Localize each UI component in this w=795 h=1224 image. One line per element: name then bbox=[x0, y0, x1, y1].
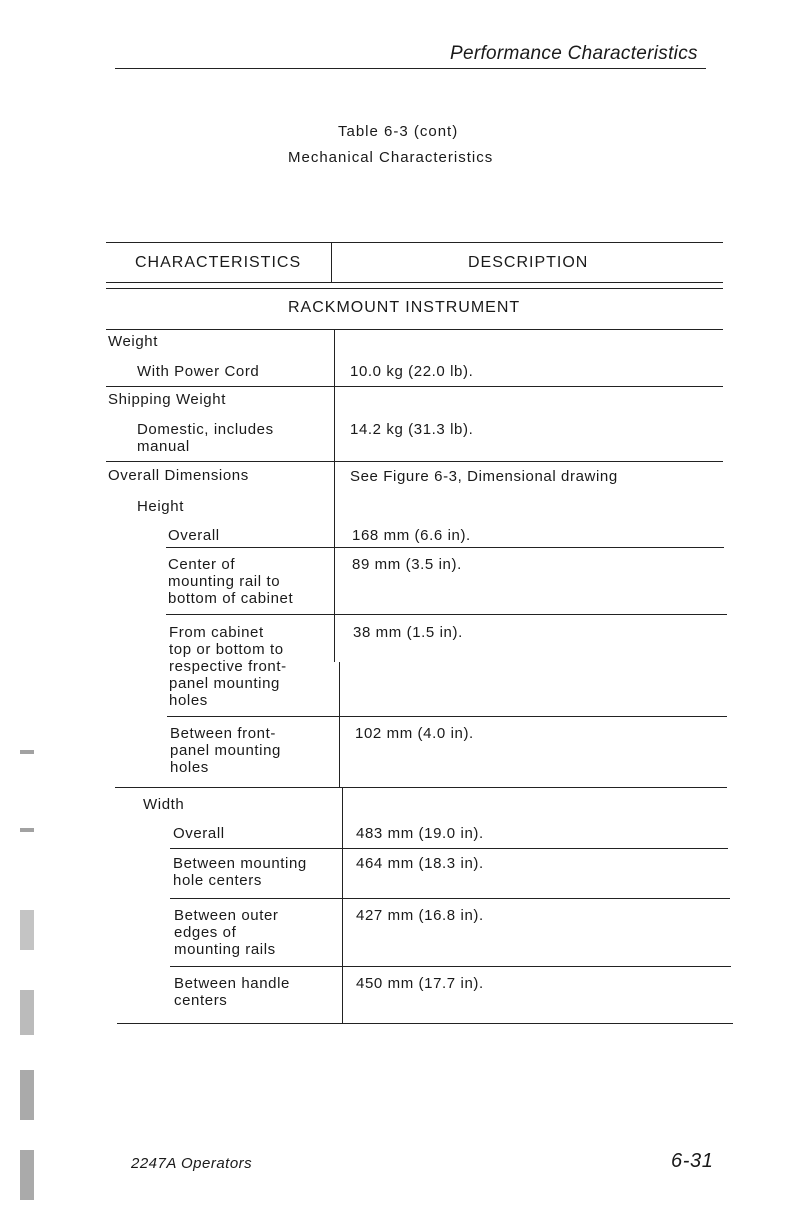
row-rule bbox=[170, 898, 730, 899]
from-cabinet-label-line-1: From cabinet bbox=[169, 624, 264, 641]
width-label: Width bbox=[143, 796, 185, 813]
column-divider-upper bbox=[334, 329, 335, 662]
row-rule bbox=[170, 848, 728, 849]
overall-dimensions-label: Overall Dimensions bbox=[108, 467, 249, 484]
footer-manual-name: 2247A Operators bbox=[131, 1155, 253, 1172]
width-overall-label: Overall bbox=[173, 825, 225, 842]
table-top-rule bbox=[106, 242, 723, 243]
section-title: RACKMOUNT INSTRUMENT bbox=[288, 299, 521, 316]
row-rule bbox=[106, 386, 723, 387]
between-handle-label-line-2: centers bbox=[174, 992, 228, 1009]
domestic-value: 14.2 kg (31.3 lb). bbox=[350, 421, 474, 438]
between-outer-label-line-3: mounting rails bbox=[174, 941, 276, 958]
scan-mark bbox=[20, 750, 34, 754]
scan-mark bbox=[20, 910, 34, 950]
between-front-label-line-3: holes bbox=[170, 759, 209, 776]
between-outer-label-line-1: Between outer bbox=[174, 907, 279, 924]
between-outer-label-line-2: edges of bbox=[174, 924, 237, 941]
scan-mark bbox=[20, 828, 34, 832]
between-mounting-label-line-1: Between mounting bbox=[173, 855, 307, 872]
table-number: Table 6-3 (cont) bbox=[338, 123, 459, 140]
table-title: Mechanical Characteristics bbox=[288, 149, 494, 166]
column-header-description: DESCRIPTION bbox=[468, 254, 589, 271]
center-label-line-3: bottom of cabinet bbox=[168, 590, 294, 607]
from-cabinet-value: 38 mm (1.5 in). bbox=[353, 624, 463, 641]
from-cabinet-label-line-2: top or bottom to bbox=[169, 641, 284, 658]
shipping-weight-label: Shipping Weight bbox=[108, 391, 226, 408]
row-rule bbox=[106, 461, 723, 462]
with-power-cord-label: With Power Cord bbox=[137, 363, 260, 380]
table-bottom-rule bbox=[117, 1023, 733, 1024]
height-overall-label: Overall bbox=[168, 527, 220, 544]
header-double-rule bbox=[106, 288, 723, 289]
scan-mark bbox=[20, 1070, 34, 1120]
section-rule bbox=[106, 329, 723, 330]
between-mounting-value: 464 mm (18.3 in). bbox=[356, 855, 484, 872]
between-front-value: 102 mm (4.0 in). bbox=[355, 725, 474, 742]
scan-mark bbox=[20, 990, 34, 1035]
from-cabinet-label-line-3: respective front- bbox=[169, 658, 287, 675]
domestic-label-line-2: manual bbox=[137, 438, 190, 455]
between-front-label-line-2: panel mounting bbox=[170, 742, 281, 759]
center-value: 89 mm (3.5 in). bbox=[352, 556, 462, 573]
header-divider bbox=[331, 242, 332, 282]
domestic-label-line-1: Domestic, includes bbox=[137, 421, 274, 438]
with-power-cord-value: 10.0 kg (22.0 lb). bbox=[350, 363, 474, 380]
row-rule bbox=[166, 547, 724, 548]
center-label-line-1: Center of bbox=[168, 556, 236, 573]
between-handle-label-line-1: Between handle bbox=[174, 975, 290, 992]
row-rule bbox=[166, 614, 727, 615]
page-header-title: Performance Characteristics bbox=[450, 43, 698, 64]
between-front-label-line-1: Between front- bbox=[170, 725, 276, 742]
height-overall-value: 168 mm (6.6 in). bbox=[352, 527, 471, 544]
between-outer-value: 427 mm (16.8 in). bbox=[356, 907, 484, 924]
column-divider-middle bbox=[339, 662, 340, 787]
overall-dimensions-value: See Figure 6-3, Dimensional drawing bbox=[350, 468, 618, 485]
column-header-characteristics: CHARACTERISTICS bbox=[135, 254, 302, 271]
from-cabinet-label-line-5: holes bbox=[169, 692, 208, 709]
between-mounting-label-line-2: hole centers bbox=[173, 872, 262, 889]
width-overall-value: 483 mm (19.0 in). bbox=[356, 825, 484, 842]
row-rule bbox=[170, 966, 731, 967]
from-cabinet-label-line-4: panel mounting bbox=[169, 675, 280, 692]
footer-page-number: 6-31 bbox=[671, 1150, 714, 1172]
header-bottom-rule bbox=[106, 282, 723, 283]
weight-label: Weight bbox=[108, 333, 159, 350]
height-label: Height bbox=[137, 498, 184, 515]
column-divider-lower bbox=[342, 787, 343, 1023]
row-rule bbox=[167, 716, 727, 717]
center-label-line-2: mounting rail to bbox=[168, 573, 281, 590]
scan-mark bbox=[20, 1150, 34, 1200]
header-rule bbox=[115, 68, 706, 69]
between-handle-value: 450 mm (17.7 in). bbox=[356, 975, 484, 992]
row-rule bbox=[115, 787, 727, 788]
